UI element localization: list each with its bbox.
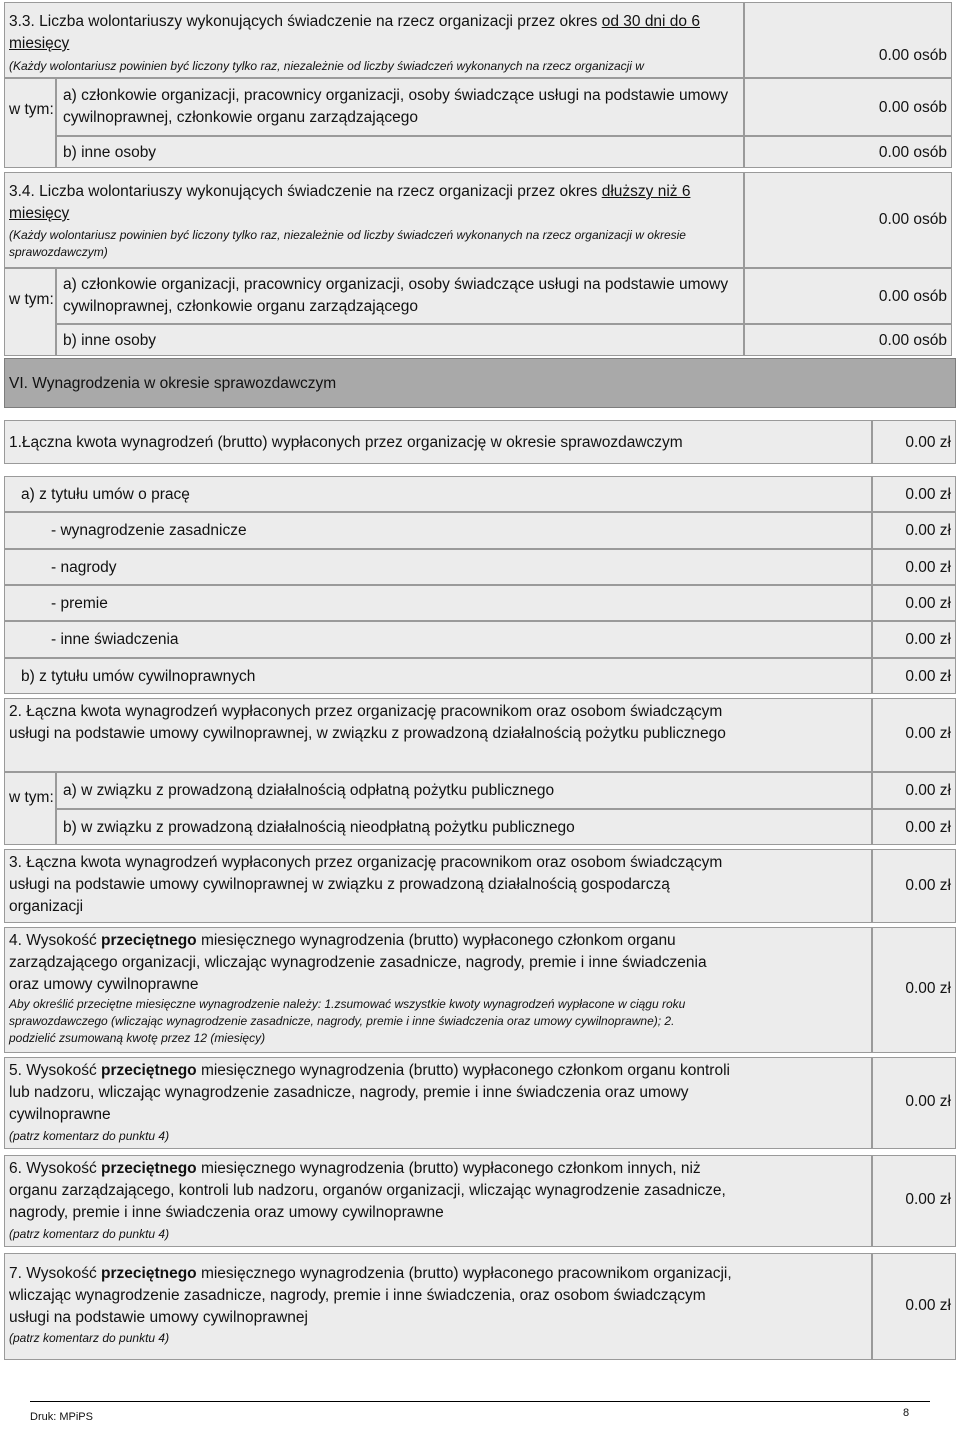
p1-row-label: - premie: [51, 595, 108, 612]
p2-label: 2. Łączna kwota wynagrodzeń wypłaconych przez organizację pracownikom oraz osobom świadczącym usługi na podstawie umowy cywilnoprawnej, w związku z prowadzoną działalnością pożytku publicznego: [9, 703, 726, 742]
s33-note: (Każdy wolontariusz powinien być liczony tylko raz, niezależnie od liczby świadczeń wykonanych na rzecz organizacji w: [9, 59, 644, 73]
s34-title-cell: [4, 172, 744, 268]
s34-title: 3.4. Liczba wolontariuszy wykonujących świadczenie na rzecz organizacji przez okres dłuższy niż 6 miesięcy: [9, 183, 691, 222]
p2-a-value: 0.00 zł: [905, 782, 951, 799]
p1-row-value-cell: [872, 476, 956, 512]
p1-row-value-cell: [872, 549, 956, 585]
s33-wtym: w tym:: [9, 101, 54, 118]
p1-row-value-cell: [872, 658, 956, 694]
s34-a-cell: [56, 268, 744, 324]
s33-a-cell: [56, 78, 744, 136]
p3-cell: [4, 849, 872, 923]
p2-cell: [4, 698, 872, 772]
p1-row: [4, 658, 872, 694]
footer-page-number: 8: [903, 1407, 910, 1419]
p1-row-value: 0.00 zł: [905, 522, 951, 539]
p4-label: 4. Wysokość przeciętnego miesięcznego wynagrodzenia (brutto) wypłaconego członkom organu zarządzającego organizacji, wliczając wynagrodzenie zasadnicze, nagrody, premie i inne świadczenia oraz umowy cywilnoprawne: [9, 932, 707, 993]
p5-note: (patrz komentarz do punktu 4): [9, 1129, 170, 1143]
section-vi-header: [4, 358, 956, 408]
p1-row-value: 0.00 zł: [905, 631, 951, 648]
p7-note: (patrz komentarz do punktu 4): [9, 1331, 170, 1345]
p2-wtym: w tym:: [9, 789, 54, 806]
p3-value: 0.00 zł: [905, 877, 951, 894]
s33-b-label: b) inne osoby: [63, 144, 157, 161]
p4-value: 0.00 zł: [905, 980, 951, 997]
s33-b-cell: [56, 136, 744, 168]
s33-a-label: a) członkowie organizacji, pracownicy organizacji, osoby świadczące usługi na podstawie umowy cywilnoprawnej, członkowie organu zarządzającego: [63, 87, 729, 126]
p1-row-value: 0.00 zł: [905, 486, 951, 503]
p1-cell: [4, 420, 872, 464]
p4-value-cell: [872, 927, 956, 1053]
p2-b-label: b) w związku z prowadzoną działalnością nieodpłatną pożytku publicznego: [63, 819, 575, 836]
section-vi-title: VI. Wynagrodzenia w okresie sprawozdawczym: [9, 375, 337, 392]
p1-row-value: 0.00 zł: [905, 595, 951, 612]
s34-b-label: b) inne osoby: [63, 332, 157, 349]
s34-b-value: 0.00 osób: [878, 332, 947, 349]
p1-value-cell: [872, 420, 956, 464]
p1-row-value: 0.00 zł: [905, 559, 951, 576]
p3-label: 3. Łączna kwota wynagrodzeń wypłaconych przez organizację pracownikom oraz osobom świadczącym usługi na podstawie umowy cywilnoprawnej w związku z prowadzoną działalnością gospodarczą organizacji: [9, 854, 723, 915]
p7-value: 0.00 zł: [905, 1297, 951, 1314]
p1-row-label: a) z tytułu umów o pracę: [21, 486, 190, 503]
s33-title-cell: [4, 2, 744, 78]
p2-b-value: 0.00 zł: [905, 819, 951, 836]
s34-wtym: w tym:: [9, 291, 54, 308]
s34-wtym-cell: [4, 268, 56, 356]
p1-row-value-cell: [872, 585, 956, 621]
p2-value: 0.00 zł: [905, 725, 951, 742]
p1-label: 1.Łączna kwota wynagrodzeń (brutto) wypłaconych przez organizację w okresie sprawozdawczym: [9, 434, 683, 451]
p1-row: [4, 549, 872, 585]
s33-b-value: 0.00 osób: [878, 144, 947, 161]
s33-value-cell: [744, 2, 952, 78]
p6-cell: [4, 1155, 872, 1247]
s34-value-cell: [744, 172, 952, 268]
p4-cell: [4, 927, 872, 1053]
s34-b-value-cell: [744, 324, 952, 356]
s34-note: (Każdy wolontariusz powinien być liczony tylko raz, niezależnie od liczby świadczeń wykonanych na rzecz organizacji w okresie sprawozdawczym): [9, 228, 686, 259]
p7-label: 7. Wysokość przeciętnego miesięcznego wynagrodzenia (brutto) wypłaconego pracownikom organizacji, wliczając wynagrodzenie zasadnicze, nagrody, premie i inne świadczenia, oraz osobom świadczącym usługi na podstawie umowy cywilnoprawnej: [9, 1265, 732, 1326]
p1-row: [4, 512, 872, 549]
s33-value: 0.00 osób: [878, 47, 947, 64]
p2-value-cell: [872, 698, 956, 772]
p2-a-value-cell: [872, 772, 956, 809]
s34-a-label: a) członkowie organizacji, pracownicy organizacji, osoby świadczące usługi na podstawie umowy cywilnoprawnej, członkowie organu zarządzającego: [63, 276, 729, 315]
p3-value-cell: [872, 849, 956, 923]
p2-b-value-cell: [872, 809, 956, 845]
p2-a-cell: [56, 772, 872, 809]
p2-b-cell: [56, 809, 872, 845]
p2-a-label: a) w związku z prowadzoną działalnością odpłatną pożytku publicznego: [63, 782, 555, 799]
s33-title: 3.3. Liczba wolontariuszy wykonujących świadczenie na rzecz organizacji przez okres od 30 dni do 6 miesięcy: [9, 13, 700, 52]
p7-value-cell: [872, 1253, 956, 1360]
s33-b-value-cell: [744, 136, 952, 168]
p1-value: 0.00 zł: [905, 434, 951, 451]
s34-a-value: 0.00 osób: [878, 288, 947, 305]
p6-value-cell: [872, 1155, 956, 1247]
p1-row-value-cell: [872, 621, 956, 658]
p1-row: [4, 585, 872, 621]
p6-note: (patrz komentarz do punktu 4): [9, 1227, 170, 1241]
p5-value-cell: [872, 1057, 956, 1149]
p5-value: 0.00 zł: [905, 1093, 951, 1110]
p1-row-value-cell: [872, 512, 956, 549]
s33-wtym-cell: [4, 78, 56, 168]
p5-cell: [4, 1057, 872, 1149]
p6-label: 6. Wysokość przeciętnego miesięcznego wynagrodzenia (brutto) wypłaconego członkom innych, niż organu zarządzającego, kontroli lub nadzoru, organów organizacji, wliczając wynagrodzenie zasadnicze, nagrody, premie i inne świadczenia oraz umowy cywilnoprawne: [9, 1160, 726, 1221]
footer-print-label: Druk: MPiPS: [30, 1411, 93, 1423]
p1-row-label: b) z tytułu umów cywilnoprawnych: [21, 668, 256, 685]
p6-value: 0.00 zł: [905, 1191, 951, 1208]
p1-row-label: - nagrody: [51, 559, 117, 576]
p1-row: [4, 476, 872, 512]
s34-a-value-cell: [744, 268, 952, 324]
p5-label: 5. Wysokość przeciętnego miesięcznego wynagrodzenia (brutto) wypłaconego członkom organu kontroli lub nadzoru, wliczając wynagrodzenie zasadnicze, nagrody, premie i inne świadczenia oraz umowy cywilnoprawne: [9, 1062, 730, 1123]
p2-wtym-cell: [4, 772, 56, 845]
s33-a-value-cell: [744, 78, 952, 136]
s34-b-cell: [56, 324, 744, 356]
s34-value: 0.00 osób: [878, 211, 947, 228]
p1-row-label: - wynagrodzenie zasadnicze: [51, 522, 247, 539]
p1-row: [4, 621, 872, 658]
p4-note: Aby określić przeciętne miesięczne wynagrodzenie należy: 1.zsumować wszystkie kwoty wynagrodzeń wypłacone w ciągu roku sprawozdawczego (wliczając wynagrodzenie zasadnicze, nagrody, premie i inne świadczenia oraz umowy cywilnoprawne); 2. podzielić zsumowaną kwotę przez 12 (miesięcy): [9, 997, 686, 1045]
p1-row-label: - inne świadczenia: [51, 631, 179, 648]
p7-cell: [4, 1253, 872, 1360]
footer-line: [30, 1401, 930, 1402]
p1-row-value: 0.00 zł: [905, 668, 951, 685]
s33-a-value: 0.00 osób: [878, 99, 947, 116]
